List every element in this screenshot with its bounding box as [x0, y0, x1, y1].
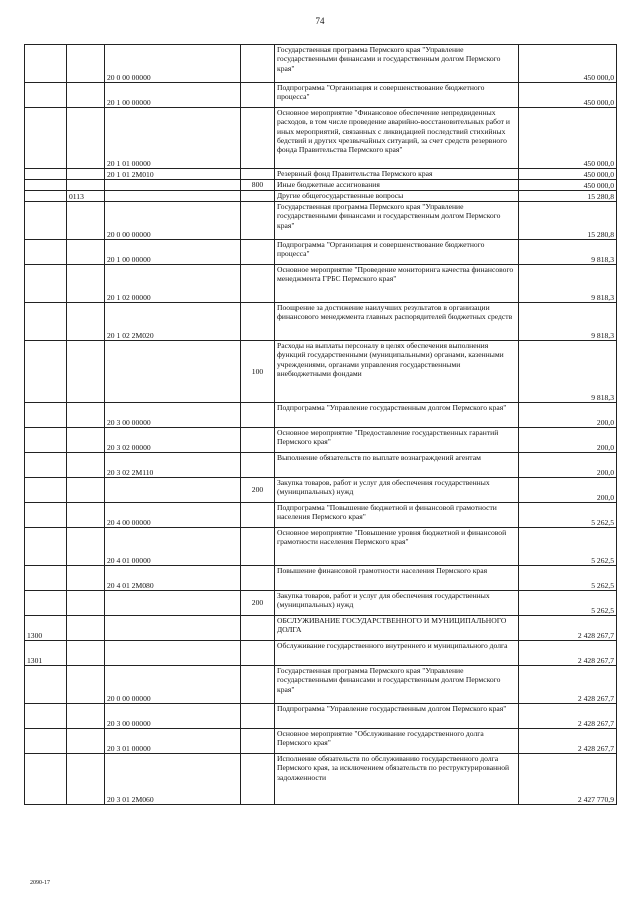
expense-type-cell: 200 — [241, 591, 275, 616]
item-name-cell: Подпрограмма "Управление государственным долгом Пермского края" — [275, 704, 519, 729]
expense-type-cell — [241, 704, 275, 729]
item-name-cell: ОБСЛУЖИВАНИЕ ГОСУДАРСТВЕННОГО И МУНИЦИПАЛЬНОГО ДОЛГА — [275, 616, 519, 641]
amount-cell: 450 000,0 — [519, 45, 617, 83]
expense-type-cell — [241, 169, 275, 180]
expense-type-cell — [241, 616, 275, 641]
item-name-cell: Повышение финансовой грамотности населения Пермского края — [275, 566, 519, 591]
section-cell: 1301 — [25, 641, 67, 666]
amount-cell: 2 428 267,7 — [519, 729, 617, 754]
item-name-cell: Подпрограмма "Управление государственным долгом Пермского края" — [275, 403, 519, 428]
table-row — [25, 403, 617, 428]
table-row — [25, 108, 617, 169]
target-code-cell: 20 4 01 2М080 — [105, 566, 241, 591]
subsection-cell — [67, 303, 105, 341]
amount-cell: 200,0 — [519, 428, 617, 453]
target-code-cell — [105, 478, 241, 503]
page-number: 74 — [315, 16, 325, 26]
amount-cell: 450 000,0 — [519, 83, 617, 108]
expense-type-cell: 200 — [241, 478, 275, 503]
target-code-cell: 20 3 01 00000 — [105, 729, 241, 754]
target-code-cell: 20 1 00 00000 — [105, 83, 241, 108]
section-cell — [25, 428, 67, 453]
section-cell — [25, 566, 67, 591]
target-code-cell: 20 1 02 2М020 — [105, 303, 241, 341]
subsection-cell — [67, 591, 105, 616]
item-name-cell: Закупка товаров, работ и услуг для обеспечения государственных (муниципальных) нужд — [275, 591, 519, 616]
target-code-cell — [105, 191, 241, 202]
amount-cell: 9 818,3 — [519, 303, 617, 341]
expense-type-cell — [241, 202, 275, 240]
expense-type-cell — [241, 240, 275, 265]
subsection-cell — [67, 265, 105, 303]
budget-table — [24, 44, 617, 805]
target-code-cell — [105, 616, 241, 641]
target-code-cell: 20 1 02 00000 — [105, 265, 241, 303]
item-name-cell: Расходы на выплаты персоналу в целях обеспечения выполнения функций государственными (муниципальными) органами, казенными учреждениями, органами управления государственными внебюджетными фондами — [275, 341, 519, 403]
subsection-cell — [67, 704, 105, 729]
table-row — [25, 265, 617, 303]
footer-code: 2090-17 — [30, 880, 50, 886]
section-cell — [25, 704, 67, 729]
table-row — [25, 341, 617, 403]
amount-cell: 450 000,0 — [519, 108, 617, 169]
subsection-cell — [67, 428, 105, 453]
target-code-cell: 20 1 00 00000 — [105, 240, 241, 265]
target-code-cell: 20 4 00 00000 — [105, 503, 241, 528]
amount-cell: 200,0 — [519, 478, 617, 503]
target-code-cell: 20 4 01 00000 — [105, 528, 241, 566]
section-cell — [25, 202, 67, 240]
table-row — [25, 240, 617, 265]
subsection-cell — [67, 341, 105, 403]
expense-type-cell — [241, 108, 275, 169]
expense-type-cell: 100 — [241, 341, 275, 403]
table-row — [25, 666, 617, 704]
table-row — [25, 180, 617, 191]
section-cell — [25, 591, 67, 616]
subsection-cell — [67, 729, 105, 754]
section-cell — [25, 191, 67, 202]
expense-type-cell — [241, 641, 275, 666]
expense-type-cell — [241, 45, 275, 83]
table-row — [25, 453, 617, 478]
section-cell — [25, 341, 67, 403]
expense-type-cell — [241, 191, 275, 202]
subsection-cell — [67, 478, 105, 503]
subsection-cell — [67, 202, 105, 240]
section-cell — [25, 180, 67, 191]
expense-type-cell — [241, 83, 275, 108]
item-name-cell: Закупка товаров, работ и услуг для обеспечения государственных (муниципальных) нужд — [275, 478, 519, 503]
target-code-cell: 20 0 00 00000 — [105, 666, 241, 704]
amount-cell: 200,0 — [519, 403, 617, 428]
item-name-cell: Основное мероприятие "Финансовое обеспечение непредвиденных расходов, в том числе проведение аварийно-восстановительных работ и иных мероприятий, связанных с ликвидацией последствий стихийных бедствий и других чрезвычайных ситуаций, за счет средств резервного фонда Правительства Пермского края" — [275, 108, 519, 169]
item-name-cell: Подпрограмма "Повышение бюджетной и финансовой грамотности населения Пермского края" — [275, 503, 519, 528]
target-code-cell — [105, 341, 241, 403]
item-name-cell: Государственная программа Пермского края "Управление государственными финансами и государственным долгом Пермского края" — [275, 202, 519, 240]
section-cell — [25, 453, 67, 478]
amount-cell: 5 262,5 — [519, 528, 617, 566]
target-code-cell: 20 3 00 00000 — [105, 704, 241, 729]
item-name-cell: Основное мероприятие "Повышение уровня бюджетной и финансовой грамотности населения Пермского края" — [275, 528, 519, 566]
amount-cell: 5 262,5 — [519, 566, 617, 591]
subsection-cell — [67, 45, 105, 83]
amount-cell: 9 818,3 — [519, 265, 617, 303]
amount-cell: 9 818,3 — [519, 240, 617, 265]
subsection-cell — [67, 453, 105, 478]
table-row — [25, 478, 617, 503]
table-row — [25, 202, 617, 240]
section-cell — [25, 503, 67, 528]
amount-cell: 15 280,8 — [519, 202, 617, 240]
table-row — [25, 45, 617, 83]
item-name-cell: Государственная программа Пермского края "Управление государственными финансами и государственным долгом Пермского края" — [275, 666, 519, 704]
expense-type-cell — [241, 453, 275, 478]
section-cell — [25, 303, 67, 341]
expense-type-cell — [241, 566, 275, 591]
item-name-cell: Выполнение обязательств по выплате вознаграждений агентам — [275, 453, 519, 478]
section-cell: 1300 — [25, 616, 67, 641]
section-cell — [25, 169, 67, 180]
target-code-cell — [105, 180, 241, 191]
subsection-cell — [67, 754, 105, 805]
target-code-cell: 20 3 02 00000 — [105, 428, 241, 453]
subsection-cell — [67, 666, 105, 704]
section-cell — [25, 666, 67, 704]
expense-type-cell — [241, 754, 275, 805]
section-cell — [25, 240, 67, 265]
expense-type-cell — [241, 303, 275, 341]
subsection-cell — [67, 83, 105, 108]
item-name-cell: Подпрограмма "Организация и совершенствование бюджетного процесса" — [275, 240, 519, 265]
amount-cell: 2 428 267,7 — [519, 704, 617, 729]
target-code-cell: 20 3 00 00000 — [105, 403, 241, 428]
table-row — [25, 528, 617, 566]
expense-type-cell — [241, 528, 275, 566]
expense-type-cell — [241, 403, 275, 428]
section-cell — [25, 729, 67, 754]
item-name-cell: Резервный фонд Правительства Пермского края — [275, 169, 519, 180]
target-code-cell: 20 1 01 2М010 — [105, 169, 241, 180]
subsection-cell — [67, 566, 105, 591]
target-code-cell — [105, 641, 241, 666]
amount-cell: 9 818,3 — [519, 341, 617, 403]
item-name-cell: Государственная программа Пермского края "Управление государственными финансами и государственным долгом Пермского края" — [275, 45, 519, 83]
table-row — [25, 169, 617, 180]
table-row — [25, 566, 617, 591]
amount-cell: 15 280,8 — [519, 191, 617, 202]
subsection-cell — [67, 108, 105, 169]
subsection-cell — [67, 528, 105, 566]
subsection-cell — [67, 616, 105, 641]
subsection-cell — [67, 180, 105, 191]
item-name-cell: Исполнение обязательств по обслуживанию государственного долга Пермского края, за исключением обязательств по реструктурированной задолженности — [275, 754, 519, 805]
expense-type-cell — [241, 666, 275, 704]
expense-type-cell — [241, 265, 275, 303]
expense-type-cell: 800 — [241, 180, 275, 191]
amount-cell: 2 427 770,9 — [519, 754, 617, 805]
table-row — [25, 503, 617, 528]
section-cell — [25, 754, 67, 805]
section-cell — [25, 83, 67, 108]
target-code-cell: 20 0 00 00000 — [105, 45, 241, 83]
amount-cell: 5 262,5 — [519, 503, 617, 528]
target-code-cell: 20 0 00 00000 — [105, 202, 241, 240]
expense-type-cell — [241, 729, 275, 754]
table-row — [25, 704, 617, 729]
section-cell — [25, 403, 67, 428]
subsection-cell — [67, 240, 105, 265]
subsection-cell — [67, 641, 105, 666]
amount-cell: 450 000,0 — [519, 169, 617, 180]
target-code-cell — [105, 591, 241, 616]
table-row — [25, 303, 617, 341]
amount-cell: 200,0 — [519, 453, 617, 478]
item-name-cell: Основное мероприятие "Проведение мониторинга качества финансового менеджмента ГРБС Пермского края" — [275, 265, 519, 303]
table-row — [25, 191, 617, 202]
target-code-cell: 20 3 02 2М110 — [105, 453, 241, 478]
target-code-cell: 20 1 01 00000 — [105, 108, 241, 169]
expense-type-cell — [241, 428, 275, 453]
subsection-cell — [67, 503, 105, 528]
amount-cell: 2 428 267,7 — [519, 616, 617, 641]
subsection-cell: 0113 — [67, 191, 105, 202]
section-cell — [25, 45, 67, 83]
item-name-cell: Подпрограмма "Организация и совершенствование бюджетного процесса" — [275, 83, 519, 108]
item-name-cell: Основное мероприятие "Обслуживание государственного долга Пермского края" — [275, 729, 519, 754]
table-row — [25, 591, 617, 616]
table-row — [25, 729, 617, 754]
item-name-cell: Поощрение за достижение наилучших результатов в организации финансового менеджмента главных распорядителей бюджетных средств — [275, 303, 519, 341]
section-cell — [25, 265, 67, 303]
item-name-cell: Обслуживание государственного внутреннего и муниципального долга — [275, 641, 519, 666]
amount-cell: 5 262,5 — [519, 591, 617, 616]
amount-cell: 2 428 267,7 — [519, 666, 617, 704]
subsection-cell — [67, 169, 105, 180]
target-code-cell: 20 3 01 2М060 — [105, 754, 241, 805]
subsection-cell — [67, 403, 105, 428]
expense-type-cell — [241, 503, 275, 528]
amount-cell: 2 428 267,7 — [519, 641, 617, 666]
item-name-cell: Другие общегосударственные вопросы — [275, 191, 519, 202]
section-cell — [25, 108, 67, 169]
table-row — [25, 641, 617, 666]
table-row — [25, 616, 617, 641]
table-row — [25, 83, 617, 108]
table-row — [25, 754, 617, 805]
table-row — [25, 428, 617, 453]
amount-cell: 450 000,0 — [519, 180, 617, 191]
section-cell — [25, 478, 67, 503]
section-cell — [25, 528, 67, 566]
item-name-cell: Основное мероприятие "Предоставление государственных гарантий Пермского края" — [275, 428, 519, 453]
item-name-cell: Иные бюджетные ассигнования — [275, 180, 519, 191]
